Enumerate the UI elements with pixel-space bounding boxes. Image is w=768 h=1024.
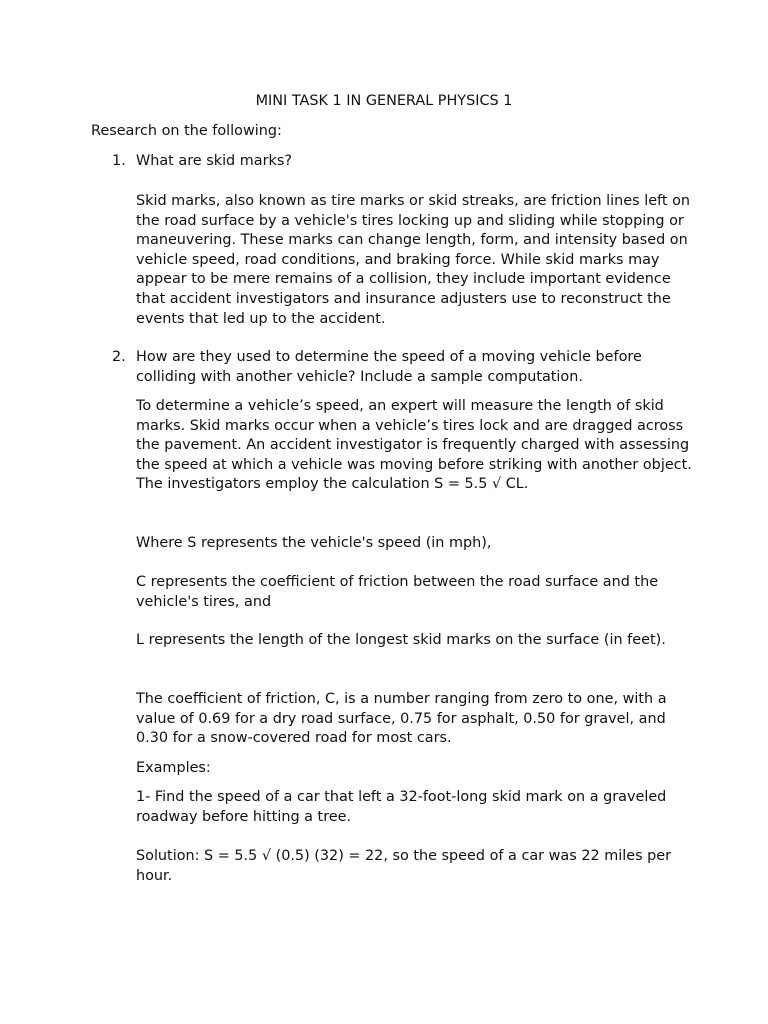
question-1-number: 1. xyxy=(112,153,126,169)
solution-1: Solution: S = 5.5 √ (0.5) (32) = 22, so the speed of a car was 22 miles per hour. xyxy=(136,848,672,884)
definition-c: C represents the coefficient of friction between the road surface and the vehicle's tires, and xyxy=(136,574,659,610)
document-title: MINI TASK 1 IN GENERAL PHYSICS 1 xyxy=(255,93,513,109)
examples-label: Examples: xyxy=(136,760,211,776)
coefficient-paragraph: The coefficient of friction, C, is a number ranging from zero to one, with a value of 0.69 for a dry road surface, 0.75 for asphalt, 0.50 for gravel, and 0.30 for a snow-covered road for most cars. xyxy=(136,691,667,747)
example-1: 1- Find the speed of a car that left a 32-foot-long skid mark on a graveled roadway before hitting a tree. xyxy=(136,789,667,825)
question-1-answer: Skid marks, also known as tire marks or skid streaks, are friction lines left on the road surface by a vehicle's tires locking up and sliding while stopping or maneuvering. These marks can change length, form, and intensity based on vehicle speed, road conditions, and braking force. While skid marks may appear to be mere remains of a collision, they include important evidence that accident investigators and insurance adjusters use to reconstruct the events that led up to the accident. xyxy=(136,193,690,327)
question-2-number: 2. xyxy=(112,349,126,365)
intro-text: Research on the following: xyxy=(91,123,282,139)
question-1-text: What are skid marks? xyxy=(136,153,292,169)
question-2-text: How are they used to determine the speed of a moving vehicle before colliding with another vehicle? Include a sample computation. xyxy=(136,349,642,385)
question-2-answer: To determine a vehicle’s speed, an expert will measure the length of skid marks. Skid marks occur when a vehicle’s tires lock and are dragged across the pavement. An accident investigator is frequently charged with assessing the speed at which a vehicle was moving before striking with another object. The investigators employ the calculation S = 5.5 √ CL. xyxy=(136,398,692,493)
definition-s: Where S represents the vehicle's speed (in mph), xyxy=(136,535,492,551)
definition-l: L represents the length of the longest skid marks on the surface (in feet). xyxy=(136,632,666,648)
